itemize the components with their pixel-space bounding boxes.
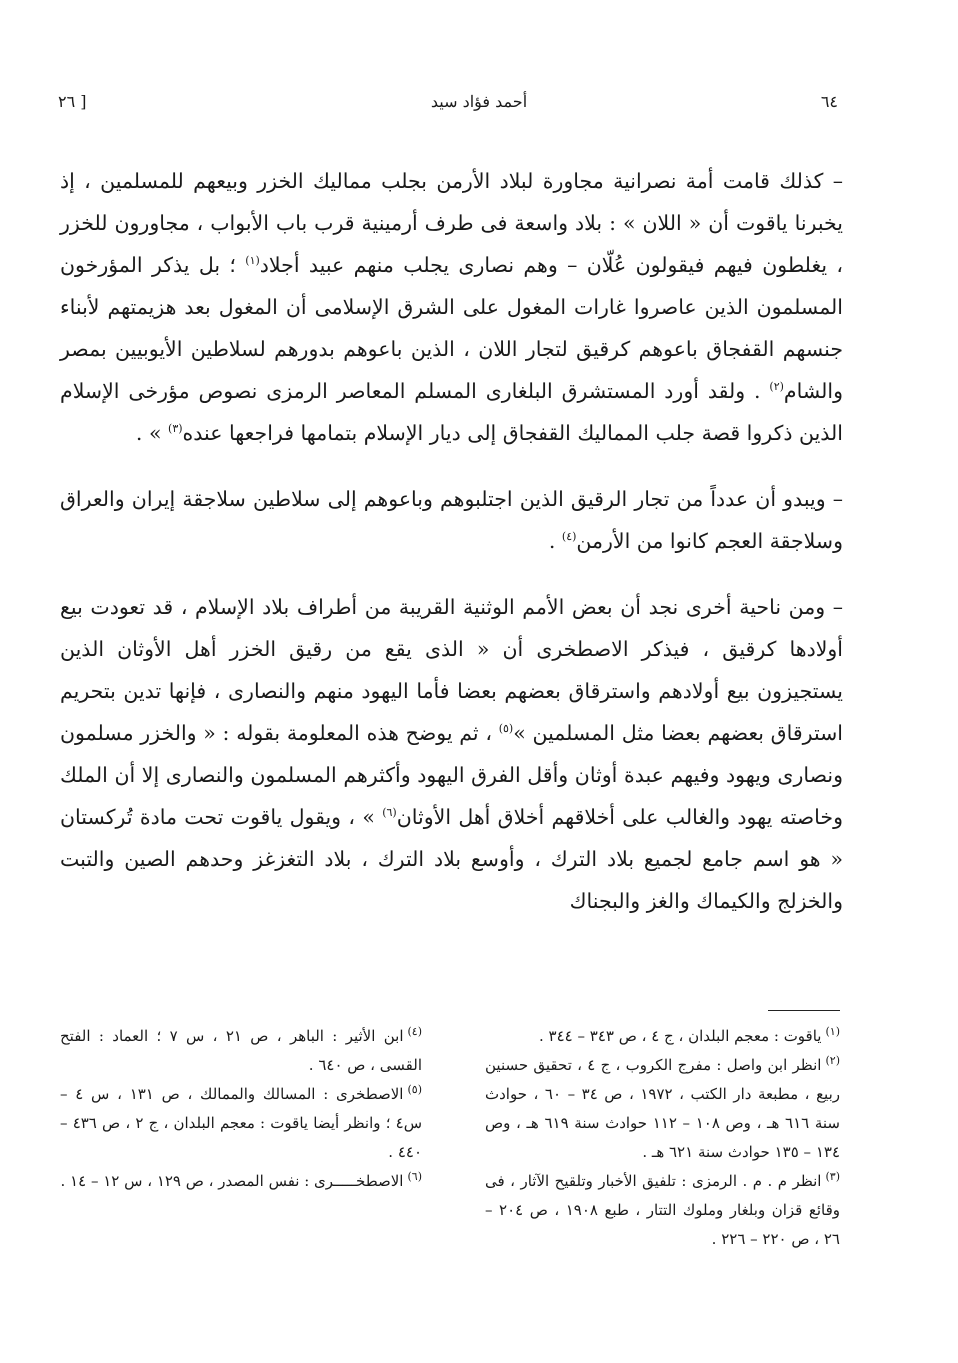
footnote-number: (١) [825,1025,840,1038]
footnote-divider [768,1010,840,1011]
paragraph-1 [60,160,843,454]
paragraph-text: . [548,529,562,553]
paragraph-text: – ويبدو أن عدداً من تجار الرقيق الذين اجتلبوهم وباعوهم إلى سلاطين سلاجقة إيران والعراق وسلاجقة العجم كانوا من الأرمن [60,487,843,553]
footnote-text: الاصطخرى : المسالك والممالك ، ص ١٣١ ، س ٤ – س٤ ؛ وانظر أيضا ياقوت : معجم البلدان ، ج ٢ ، ص ٤٣٦ – ٤٤٠ . [60,1085,423,1161]
paragraph-text: » . [135,421,169,445]
footnote-text: ابن الأثير : الباهر ، ص ٢١ ، س ٧ ؛ العماد : الفتح القسى ، ص ٦٤٠ . [60,1027,422,1074]
footnote-item [60,1022,422,1080]
footnote-item [485,1167,840,1254]
paragraph-text: – كذلك قامت أمة نصرانية مجاورة لبلاد الأرمن بجلب مماليك الخزر وبيعهم للمسلمين ، إذ يخبرنا ياقوت أن « اللان » : بلاد واسعة فى طرف أرمينية قرب باب الأبواب ، مجاورون للخزر ، يغلطون فيهم فيقولون عُلّان – وهم نصارى يجلب منهم عبيد أجلاد [60,169,843,277]
footnote-text: انظر م . م . الرمزى : تلفيق الأخبار وتلقيح الآثار ، فى وقائع قزان وبلغار وملوك التتار ، طبع ١٩٠٨ ، ص ٢٠٤ – ٢٦ ، ص ٢٢٠ – ٢٢٦ . [485,1172,840,1248]
footnote-marker: (٤) [561,530,577,544]
footnote-text: ياقوت : معجم البلدان ، ج ٤ ، ص ٣٤٣ – ٣٤٤ . [539,1027,822,1045]
footnote-item [485,1051,840,1167]
footnote-number: (٢) [825,1054,840,1067]
footnote-item [60,1080,422,1167]
footnote-text: الاصطخـــــرى : نفس المصدر ، ص ١٢٩ ، س ١٢ – ١٤ . [60,1172,404,1190]
paragraph-text: » ، ويقول ياقوت تحت مادة تُركستان « هو اسم جامع لجميع بلاد الترك ، وأوسع بلاد الترك ، بلاد التغزغز وحدهم الصين والتبت والخزلج والكيماك والغز والبجناك [60,805,843,913]
footnote-number: (٥) [407,1083,422,1096]
paragraph-3 [60,586,843,922]
footnote-item [60,1167,422,1196]
paragraph-text: ؛ بل يذكر المؤرخون المسلمون الذين عاصروا غارات المغول على الشرق الإسلامى أن المغول بعد هزيمتهم لأبناء جنسهم القفجاق باعوهم كرقيق لتجار اللان ، الذين باعوهم بدورهم لسلاطين الأيوبيين بمصر والشام [60,253,843,403]
footnote-text: انظر ابن واصل : مفرج الكروب ، ج ٤ ، تحقيق حسنين ربيع ، مطبعة دار الكتب ، ١٩٧٢ ، ص ٣٤ – ٦٠ ، حوادث سنة ٦١٦ هـ ، وص ١٠٨ – ١١٢ حوادث سنة ٦١٩ هـ ، وص ١٣٤ – ١٣٥ حوادث سنة ٦٢١ هـ . [485,1056,840,1161]
paragraph-2 [60,478,843,562]
footnote-item [485,1022,840,1051]
footnote-number: (٦) [407,1170,422,1183]
footnotes-left-column [60,1022,422,1196]
footnotes-right-column [485,1022,840,1254]
footnote-marker: (٦) [382,806,397,820]
running-header-reference: [ ٢٦ [58,92,87,111]
page-number: ٦٤ [820,92,838,111]
running-header-author: أحمد فؤاد سيد [430,92,528,111]
paragraph-text: . ولقد أورد المستشرق البلغارى المسلم المعاصر الرمزى نصوص مؤرخى الإسلام الذين ذكروا قصة جلب المماليك القفجاق إلى ديار الإسلام بتمامها فراجعها عنده [60,379,843,445]
footnote-marker: (١) [245,254,260,268]
footnote-marker: (٣) [168,422,183,436]
footnote-number: (٣) [825,1170,840,1183]
main-text [60,160,843,922]
footnote-number: (٤) [407,1025,423,1038]
footnote-marker: (٢) [769,380,784,394]
footnote-marker: (٥) [498,722,514,736]
paragraph-text: ، ثم يوضح هذه المعلومة بقوله : « والخزر مسلمون ونصارى ويهود وفيهم عبدة أوثان وأقل الفرق اليهود وأكثرهم المسلمون والنصارى إلا أن الملك وخاصته يهود والغالب على أخلاقهم أخلاق أهل الأوثان [60,721,843,829]
paragraph-text: – ومن ناحية أخرى نجد أن بعض الأمم الوثنية القريبة من أطراف بلاد الإسلام ، قد تعودت بيع أولادها كرقيق ، فيذكر الاصطخرى أن « الذى يقع من رقيق الخزر أهل الأوثان الذين يستجيزون بيع أولادهم واسترقاق بعضهم بعضا فأما اليهود منهم والنصارى ، فإنها تدين بتحريم استرقاق بعضهم بعضا مثل المسلمين » [60,595,843,745]
